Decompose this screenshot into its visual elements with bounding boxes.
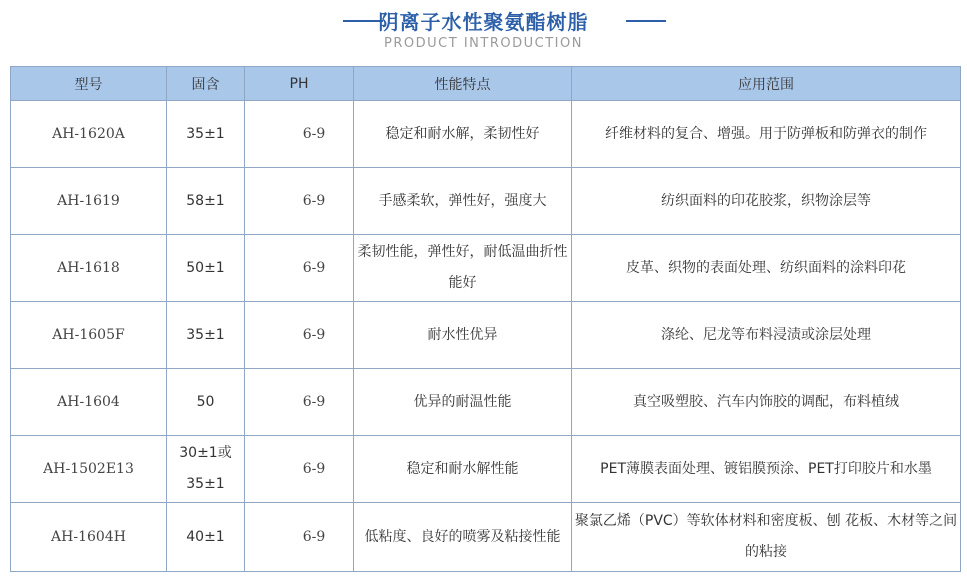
cell-solid-content: 40±1 [167, 503, 245, 572]
cell-solid-content: 35±1 [167, 302, 245, 369]
cell-ph [245, 503, 354, 572]
cell-ph [245, 101, 354, 168]
column-header-solid-content: 固含 [167, 67, 245, 101]
table-row [11, 235, 961, 302]
cell-model: AH-1604 [11, 369, 167, 436]
column-header-ph: PH [245, 67, 354, 101]
cell-ph [245, 235, 354, 302]
cell-application: 涤纶、尼龙等布料浸渍或涂层处理 [572, 302, 961, 369]
ph-value: 6-9 [302, 125, 326, 142]
page-title: 阴离子水性聚氨酯树脂 [378, 10, 589, 34]
cell-application: 聚氯乙烯（PVC）等软体材料和密度板、刨 花板、木材等之间的粘接 [572, 503, 961, 572]
cell-application: PET薄膜表面处理、镀铝膜预涂、PET打印胶片和水墨 [572, 436, 961, 503]
ph-value: 6-9 [302, 326, 326, 343]
cell-model: AH-1619 [11, 168, 167, 235]
table-row [11, 101, 961, 168]
cell-solid-content: 35±1 [167, 101, 245, 168]
cell-features: 手感柔软，弹性好，强度大 [354, 168, 572, 235]
cell-solid-content: 30±1或35±1 [167, 436, 245, 503]
cell-application: 纺织面料的印花胶浆，织物涂层等 [572, 168, 961, 235]
column-header-model: 型号 [11, 67, 167, 101]
cell-ph [245, 436, 354, 503]
ph-value: 6-9 [302, 259, 326, 276]
ph-value: 6-9 [302, 192, 326, 209]
cell-model: AH-1618 [11, 235, 167, 302]
section-header [0, 0, 967, 62]
cell-ph [245, 302, 354, 369]
cell-ph [245, 168, 354, 235]
cell-ph [245, 369, 354, 436]
table-row [11, 503, 961, 572]
table-header-row [11, 67, 961, 101]
cell-features: 耐水性优异 [354, 302, 572, 369]
cell-model: AH-1502E13 [11, 436, 167, 503]
table-row [11, 436, 961, 503]
column-header-application: 应用范围 [572, 67, 961, 101]
cell-features: 稳定和耐水解，柔韧性好 [354, 101, 572, 168]
table-row [11, 369, 961, 436]
ph-value: 6-9 [302, 460, 326, 477]
cell-solid-content: 50 [167, 369, 245, 436]
cell-features: 低粘度、良好的喷雾及粘接性能 [354, 503, 572, 572]
table-row [11, 302, 961, 369]
table-row [11, 168, 961, 235]
cell-model: AH-1605F [11, 302, 167, 369]
cell-features: 优异的耐温性能 [354, 369, 572, 436]
cell-model: AH-1620A [11, 101, 167, 168]
cell-application: 真空吸塑胶、汽车内饰胶的调配，布料植绒 [572, 369, 961, 436]
ph-value: 6-9 [302, 528, 326, 545]
ph-value: 6-9 [302, 393, 326, 410]
product-spec-table [10, 66, 961, 572]
column-header-features: 性能特点 [354, 67, 572, 101]
cell-model: AH-1604H [11, 503, 167, 572]
cell-features: 稳定和耐水解性能 [354, 436, 572, 503]
page-subtitle: PRODUCT INTRODUCTION [384, 36, 583, 51]
title-decoration-right [626, 20, 666, 22]
cell-application: 纤维材料的复合、增强。用于防弹板和防弹衣的制作 [572, 101, 961, 168]
cell-solid-content: 58±1 [167, 168, 245, 235]
cell-application: 皮革、织物的表面处理、纺织面料的涂料印花 [572, 235, 961, 302]
cell-features: 柔韧性能，弹性好，耐低温曲折性能好 [354, 235, 572, 302]
cell-solid-content: 50±1 [167, 235, 245, 302]
